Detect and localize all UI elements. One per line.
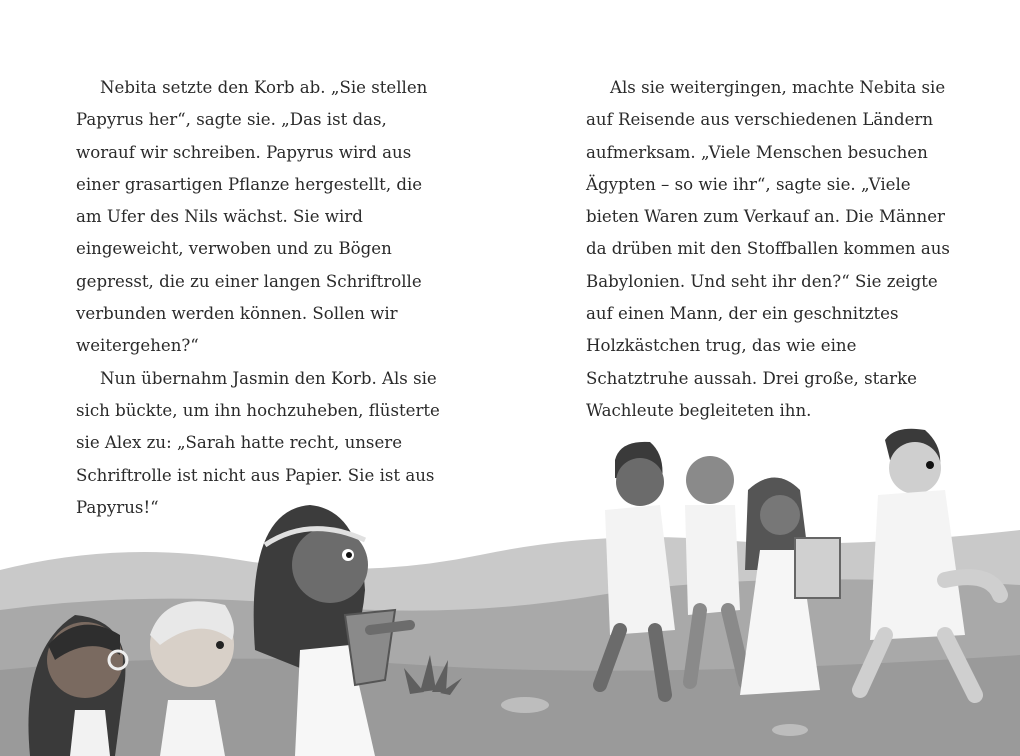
illustration bbox=[0, 420, 1020, 756]
wooden-box-icon bbox=[795, 538, 840, 598]
stone-icon bbox=[501, 697, 549, 713]
right-page-text bbox=[586, 72, 958, 427]
paragraph: Nun übernahm Jasmin den Korb. Als sie sich bückte, um ihn hochzuheben, flüsterte sie Alex zu: „Sarah hatte recht, unsere Schriftrolle ist nicht aus Papier. Sie ist aus Papyrus!“ bbox=[76, 368, 440, 517]
paragraph: Nebita setzte den Korb ab. „Sie stellen Papyrus her“, sagte sie. „Das ist das, worauf wir schreiben. Papyrus wird aus einer grasartigen Pflanze hergestellt, die am Ufer des Nils wächst. Sie wird eingeweicht, verwoben und zu Bögen gepresst, die zu einer langen Schriftrolle verbunden werden können. Sollen wir weitergehen?“ bbox=[76, 78, 428, 356]
paragraph: Als sie weitergingen, machte Nebita sie auf Reisende aus verschiedenen Ländern aufmerksam. „Viele Menschen besuchen Ägypten – so wie ihr“, sagte sie. „Viele bieten Waren zum Verkauf an. Die Männer da drüben mit den Stoffballen kommen aus Babylonien. Und seht ihr den?“ Sie zeigte auf einen Mann, der ein geschnitztes Holzkästchen trug, das wie eine Schatztruhe aussah. Drei große, starke Wachleute begleiteten ihn. bbox=[586, 78, 950, 420]
stone-icon bbox=[772, 724, 808, 736]
